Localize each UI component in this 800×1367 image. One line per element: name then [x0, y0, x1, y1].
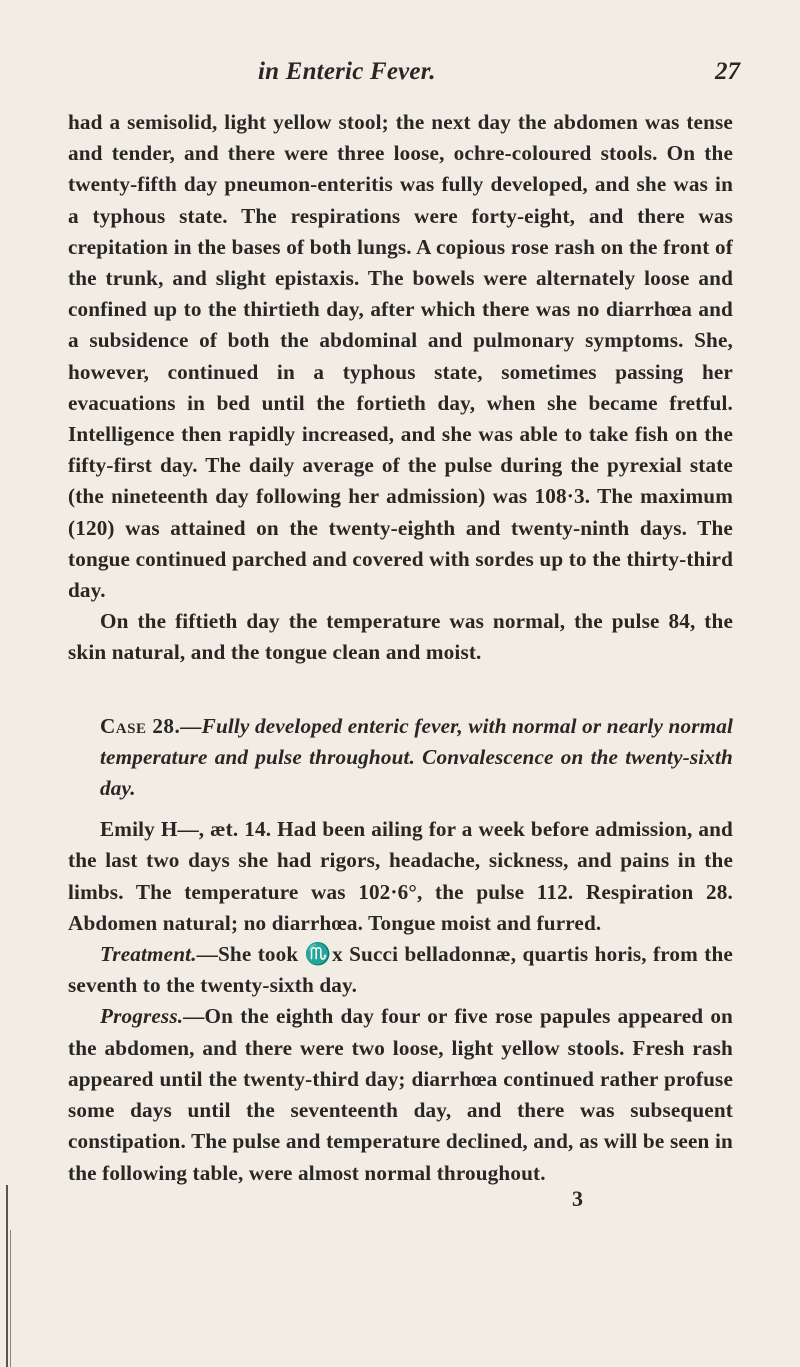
binding-edge-line	[6, 1185, 8, 1367]
progress-label: Progress.	[100, 1004, 184, 1029]
body-text	[68, 107, 733, 1189]
paragraph-fiftieth-day: On the fiftieth day the temperature was normal, the pulse 84, the skin natural, and the tongue clean and moist.	[68, 609, 733, 665]
running-title: in Enteric Fever.	[258, 58, 436, 85]
case-label: Case 28.	[100, 713, 181, 738]
progress-text: —On the eighth day four or five rose papules appeared on the abdomen, and there were two loose, light yellow stools. Fresh rash appeared until the twenty-third day; diarrhœa continued rather profuse some days until the seventeenth day, and there was subsequent constipation. The pulse and temperature declined, and, as will be seen in the following table, were almost normal throughout.	[68, 1004, 733, 1185]
treatment-label: Treatment.	[100, 942, 197, 967]
case-heading	[68, 711, 733, 805]
paragraph-progress	[68, 1001, 733, 1188]
page-number: 27	[715, 58, 740, 85]
paragraph-treatment	[68, 939, 733, 1001]
paragraph-continuation: had a semisolid, light yellow stool; the next day the abdomen was tense and tender, and there were three loose, ochre-coloured stools. On the twenty-fifth day pneumon-enteritis was fully developed, and she was in a typhous state. The respirations were forty-eight, and there was crepitation in the bases of both lungs. A copious rose rash on the front of the trunk, and slight epistaxis. The bowels were alternately loose and confined up to the thirtieth day, after which there was no diarrhœa and a subsidence of both the abdominal and pulmonary symptoms. She, however, continued in a typhous state, sometimes passing her evacuations in bed until the fortieth day, when she became fretful. Intelligence then rapidly increased, and she was able to take fish on the fifty-first day. The daily average of the pulse during the pyrexial state (the nineteenth day following her admission) was 108·3. The maximum (120) was attained on the twenty-eighth and twenty-ninth days. The tongue continued parched and covered with sordes up to the thirty-third day.	[68, 110, 733, 603]
binding-edge-shadow	[10, 1230, 11, 1367]
signature-mark: 3	[572, 1186, 583, 1211]
treatment-text: —She took ♏x Succi belladonnæ, quartis horis, from the seventh to the twenty-sixth day.	[68, 942, 733, 998]
paragraph-case-history: Emily H—, æt. 14. Had been ailing for a week before admission, and the last two days she had rigors, headache, sickness, and pains in the limbs. The temperature was 102·6°, the pulse 112. Respiration 28. Abdomen natural; no diarrhœa. Tongue moist and furred.	[68, 817, 733, 935]
case-title: —Fully developed enteric fever, with normal or nearly normal temperature and pulse throughout. Convalescence on the twenty-sixth day.	[100, 713, 733, 801]
running-head	[0, 58, 800, 98]
